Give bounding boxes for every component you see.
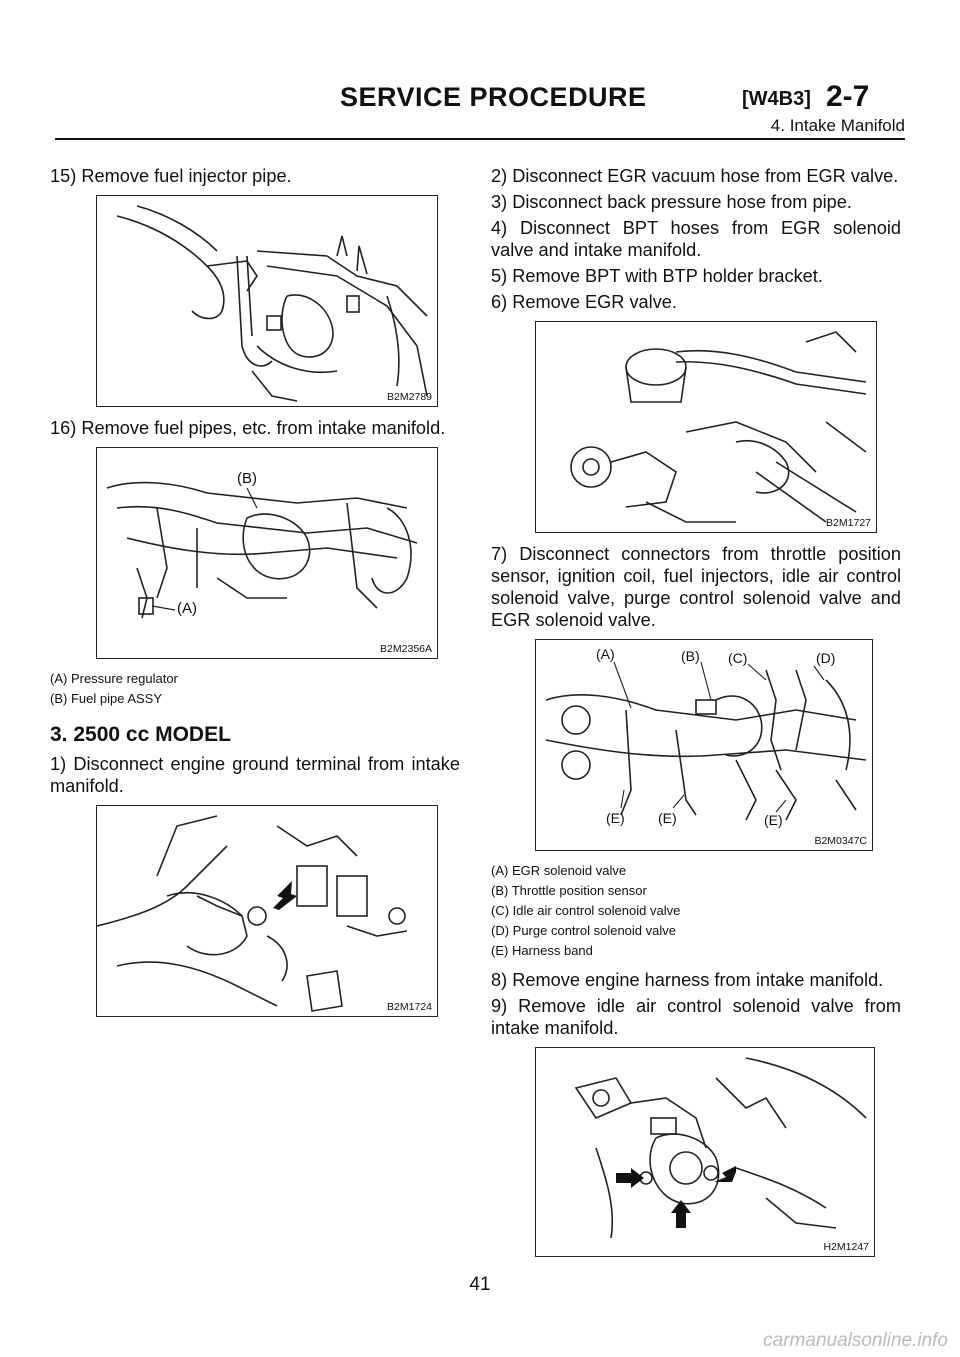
figure-fuel-injector-pipe [96,195,438,407]
page-number: 41 [469,1274,491,1295]
legend-item: (A) EGR solenoid valve [491,863,627,878]
figure-legend [491,861,901,961]
step-2: 2) Disconnect EGR vacuum hose from EGR valve. [491,166,899,186]
step-8: 8) Remove engine harness from intake manifold. [491,970,884,990]
step-4: 4) Disconnect BPT hoses from EGR solenoid valve and intake manifold. [491,218,901,260]
header-section-number: 2-7 [826,80,870,113]
legend-item: (E) Harness band [491,943,593,958]
figure-connectors [535,639,873,851]
legend-item: (C) Idle air control solenoid valve [491,903,681,918]
figure-idle-air-valve [535,1047,875,1257]
step-6: 6) Remove EGR valve. [491,292,677,312]
header-rule [55,138,905,140]
callout-b: (B) [237,470,257,487]
header-subtitle: 4. Intake Manifold [770,116,905,135]
step-7: 7) Disconnect connectors from throttle position sensor, ignition coil, fuel injectors, idle air control solenoid valve, purge control solenoid valve and EGR solenoid valve. [491,544,901,630]
figure-fuel-pipes [96,447,438,659]
step-3: 3) Disconnect back pressure hose from pipe. [491,192,852,212]
callout-e: (E) [764,812,783,828]
figure-code: B2M2789 [387,391,432,403]
step-5: 5) Remove BPT with BTP holder bracket. [491,266,823,286]
callout-e: (E) [606,810,625,826]
page-header [0,0,960,140]
left-column [50,165,460,1027]
figure-code: B2M1727 [826,517,871,529]
egr-valve-illustration [536,322,876,532]
legend-item: (D) Purge control solenoid valve [491,923,676,938]
header-code: [W4B3] [742,88,811,110]
callout-a: (A) [177,600,197,617]
engine-illustration [97,196,437,406]
callout-c: (C) [728,650,748,666]
idle-air-valve-illustration [536,1048,874,1256]
section-heading: 3. 2500 cc MODEL [50,723,231,746]
fuel-pipes-illustration [97,448,437,658]
step-9: 9) Remove idle air control solenoid valve from intake manifold. [491,996,901,1038]
callout-d: (D) [816,650,836,666]
callout-b: (B) [681,648,700,664]
callout-a: (A) [596,646,615,662]
right-column [491,165,901,1267]
step-1: 1) Disconnect engine ground terminal from intake manifold. [50,754,460,796]
legend-item: (B) Fuel pipe ASSY [50,691,162,706]
callout-e: (E) [658,810,677,826]
ground-terminal-illustration [97,806,437,1016]
figure-legend [50,669,460,709]
figure-ground-terminal [96,805,438,1017]
step-15: 15) Remove fuel injector pipe. [50,166,292,186]
legend-item: (A) Pressure regulator [50,671,178,686]
figure-code: B2M2356A [380,643,432,655]
figure-code: B2M0347C [814,835,867,847]
step-16: 16) Remove fuel pipes, etc. from intake manifold. [50,418,446,438]
connectors-illustration [536,640,872,850]
figure-code: B2M1724 [387,1001,432,1013]
figure-code: H2M1247 [823,1241,869,1253]
header-title: SERVICE PROCEDURE [340,82,647,112]
figure-egr-valve [535,321,877,533]
watermark: carmanualsonline.info [763,1330,948,1351]
legend-item: (B) Throttle position sensor [491,883,647,898]
